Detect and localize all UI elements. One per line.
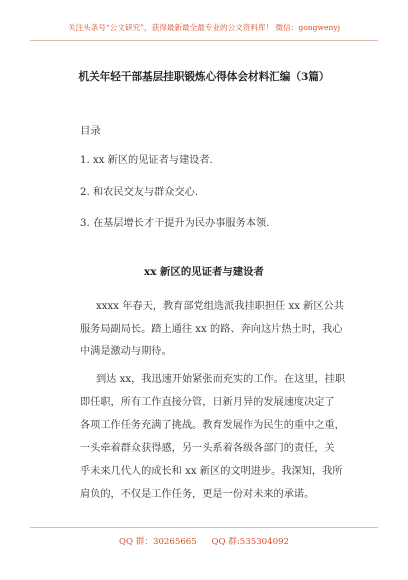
footer-divider (30, 527, 378, 528)
paragraph-line: 即任职，所有工作直接分管，日新月异的发展速度决定了 (80, 397, 335, 408)
paragraph-line: 乎未来几代人的成长和 xx 新区的文明进步。我深知，我所 (80, 466, 343, 477)
paragraph-line: 中满是激动与期待。 (80, 346, 172, 357)
toc-heading: 目录 (80, 125, 101, 137)
paragraph-line: xxxx 年春天，教育部党组选派我挂职担任 xx 新区公共 (96, 301, 344, 312)
toc-item: 2. 和农民交友与群众交心. (80, 187, 199, 198)
footer (0, 535, 408, 547)
paragraph-line: 服务局副局长。踏上通往 xx 的路、奔向这片热土时，我心 (80, 324, 343, 335)
footer-qq-group-1: QQ 群：30265665 (118, 537, 197, 547)
paragraph-line: 到达 xx，我迅速开始紧张而充实的工作。在这里，挂职 (96, 374, 346, 385)
section-title: xx 新区的见证者与建设者 (144, 266, 264, 278)
document-title: 机关年轻干部基层挂职锻炼心得体会材料汇编（3篇） (78, 71, 330, 83)
paragraph-line: 各项工作任务充满了挑战。教育发展作为民生的重中之重， (80, 420, 345, 431)
footer-qq-group-2: QQ 群:535304092 (211, 537, 290, 547)
toc-item: 1. xx 新区的见证者与建设者. (80, 155, 213, 166)
toc-item: 3. 在基层增长才干提升为民办事服务本领. (80, 218, 270, 229)
paragraph-line: 一头牵着群众获得感，另一头系着各级各部门的责任，关 (80, 443, 335, 454)
paragraph-line: 肩负的，不仅是工作任务，更是一份对未来的承诺。 (80, 489, 315, 500)
header-divider (30, 40, 378, 41)
header-banner: 关注头条号“公文研究”，获得最新最全最专业的公文资料库！ 微信：gongwenyj (67, 23, 341, 32)
